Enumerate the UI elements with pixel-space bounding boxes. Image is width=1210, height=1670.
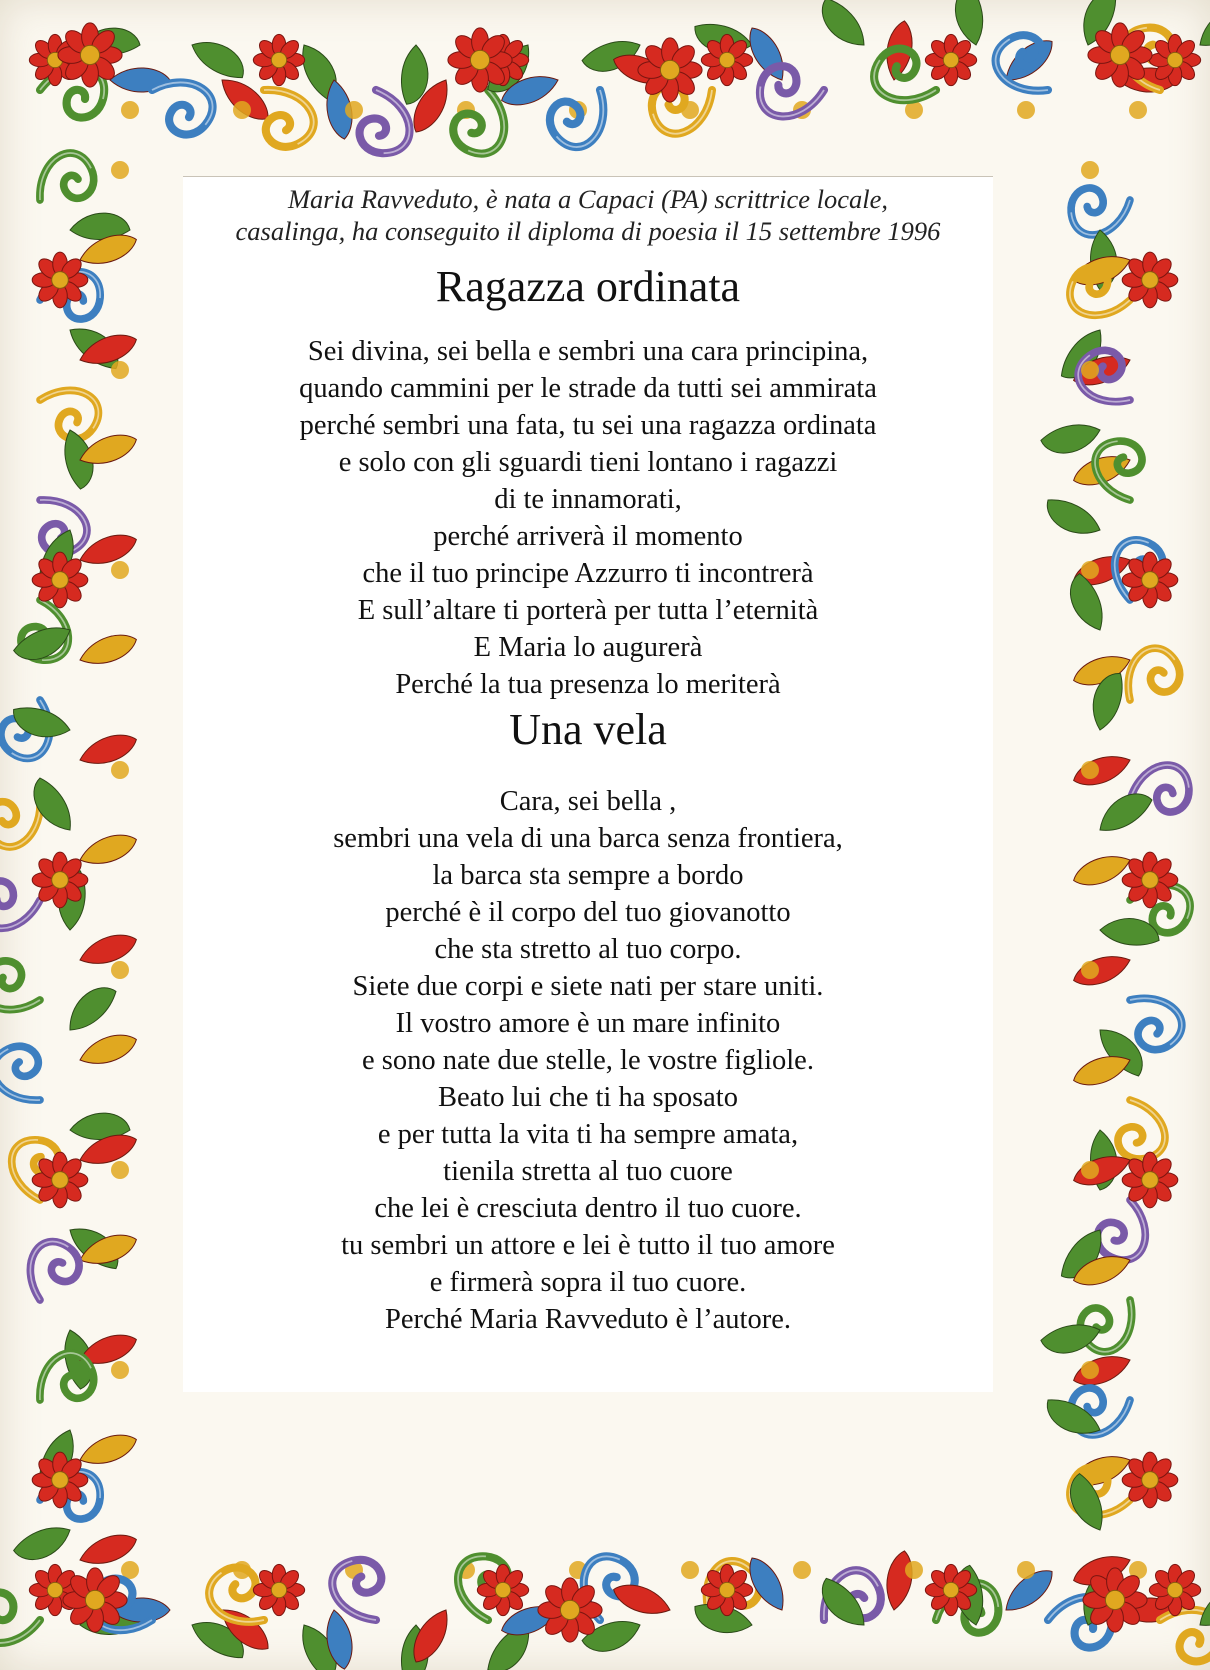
poem-body: [183, 783, 993, 1338]
poem-line: E sull’altare ti porterà per tutta l’eternità: [357, 595, 819, 626]
poem-line: perché arriverà il momento: [433, 521, 743, 552]
intro-line: casalinga, ha conseguito il diploma di poesia il 15 settembre 1996: [235, 216, 941, 246]
poem-line: Cara, sei bella ,: [499, 786, 677, 817]
poem-line: sembri una vela di una barca senza frontiera,: [333, 823, 843, 854]
poem-line: che sta stretto al tuo corpo.: [434, 934, 742, 965]
poem-title: Ragazza ordinata: [435, 262, 741, 311]
poem-line: che il tuo principe Azzurro ti incontrerà: [362, 558, 814, 589]
poem-line: Beato lui che ti ha sposato: [438, 1082, 738, 1113]
poem-line: tu sembri un attore e lei è tutto il tuo amore: [341, 1230, 835, 1261]
poem-line: Perché la tua presenza lo meriterà: [395, 669, 781, 700]
poem-line: perché sembri una fata, tu sei una ragazza ordinata: [299, 410, 877, 441]
poem-line: quando cammini per le strade da tutti sei ammirata: [299, 373, 877, 404]
poem-line: Il vostro amore è un mare infinito: [395, 1008, 781, 1039]
intro-line: Maria Ravveduto, è nata a Capaci (PA) scrittrice locale,: [287, 184, 889, 214]
text-panel: [183, 176, 993, 1392]
poem-line: perché è il corpo del tuo giovanotto: [385, 897, 791, 928]
poem-line: di te innamorati,: [494, 484, 682, 515]
poem-title: Una vela: [509, 705, 667, 754]
poem-body: [183, 333, 993, 703]
poem-line: e solo con gli sguardi tieni lontano i ragazzi: [338, 447, 838, 478]
poem-line: Perché Maria Ravveduto è l’autore.: [385, 1304, 791, 1335]
poem-line: la barca sta sempre a bordo: [432, 860, 744, 891]
poem-line: e firmerà sopra il tuo cuore.: [429, 1267, 747, 1298]
poem-line: e per tutta la vita ti ha sempre amata,: [377, 1119, 799, 1150]
poem-line: che lei è cresciuta dentro il tuo cuore.: [374, 1193, 802, 1224]
poem-line: tienila stretta al tuo cuore: [443, 1156, 733, 1187]
poem-line: Sei divina, sei bella e sembri una cara principina,: [307, 336, 869, 367]
poem-line: e sono nate due stelle, le vostre figliole.: [362, 1045, 814, 1076]
author-intro: [183, 183, 993, 247]
poem-line: Siete due corpi e siete nati per stare uniti.: [352, 971, 824, 1002]
poem-line: E Maria lo augurerà: [473, 632, 703, 663]
